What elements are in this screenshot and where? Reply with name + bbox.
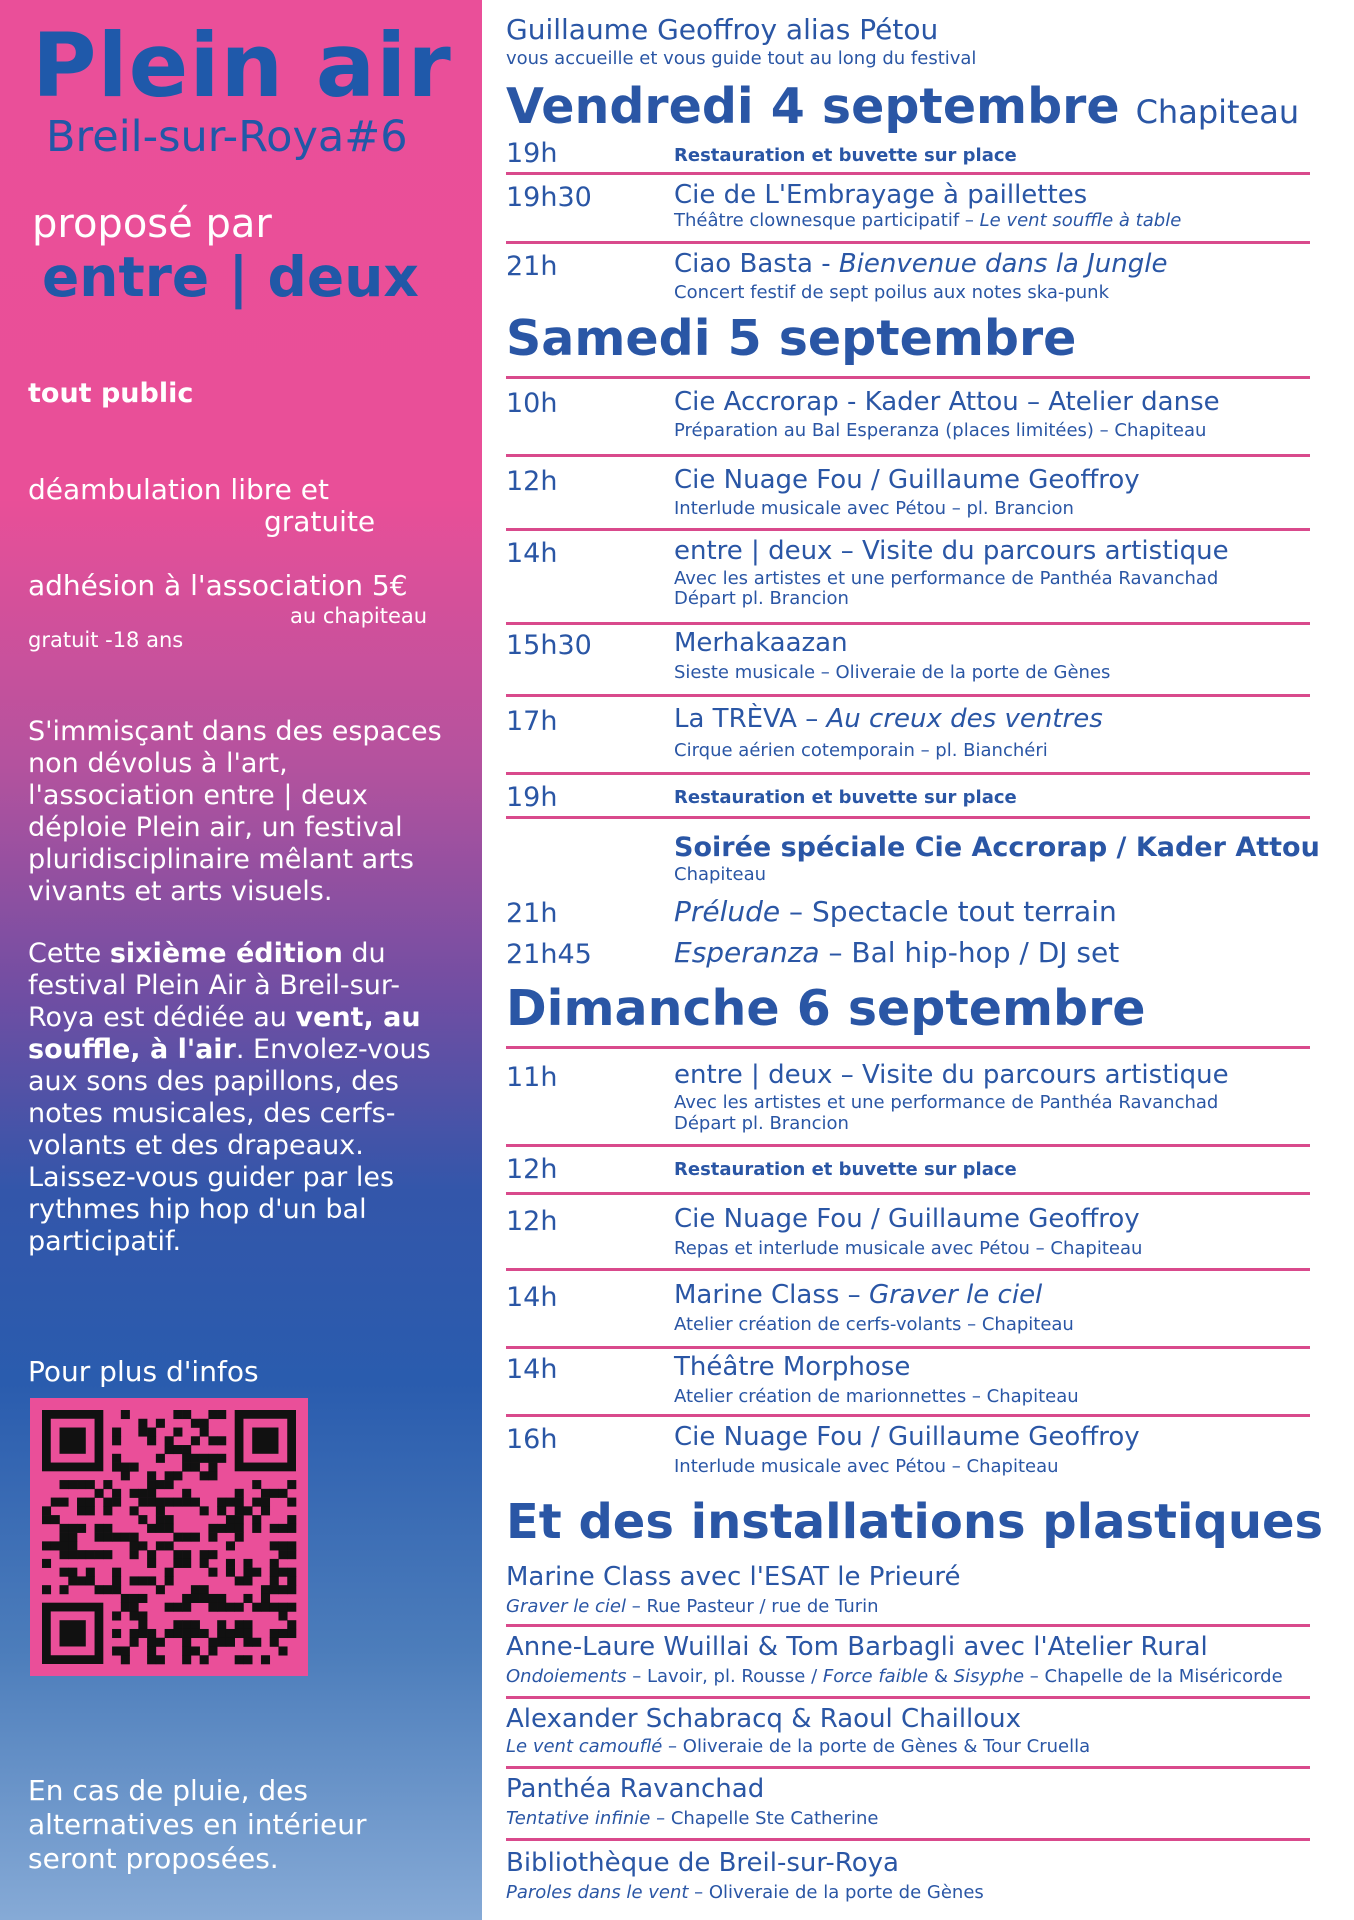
event-time: 19h30 <box>506 182 592 213</box>
divider <box>506 1192 1310 1195</box>
divider <box>506 772 1310 775</box>
divider <box>506 622 1310 625</box>
installation-name: Alexander Schabracq & Raoul Chailloux <box>506 1704 1022 1734</box>
divider <box>506 1696 1310 1699</box>
divider <box>506 528 1310 531</box>
walk-line2: gratuite <box>264 505 376 538</box>
event-sub: Théâtre clownesque participatif – Le vent souffle à table <box>674 210 1182 231</box>
divider <box>506 1346 1310 1349</box>
program-panel <box>482 0 1354 1920</box>
event-name: Cie Nuage Fou / Guillaume Geoffroy <box>674 1422 1140 1452</box>
membership: adhésion à l'association 5€ <box>28 569 408 602</box>
event-name: Marine Class – Graver le ciel <box>674 1280 1043 1310</box>
event-name: Esperanza – Bal hip-hop / DJ set <box>674 936 1120 969</box>
event-name: entre | deux – Visite du parcours artistique <box>674 536 1229 566</box>
divider <box>506 1414 1310 1417</box>
event-time: 19h <box>506 782 558 813</box>
event-sub: Atelier création de cerfs-volants – Chapiteau <box>674 1314 1074 1335</box>
event-label: Restauration et buvette sur place <box>674 1159 1017 1180</box>
event-time: 14h <box>506 1282 558 1313</box>
proposed-by: proposé par <box>32 201 272 247</box>
divider <box>506 241 1310 244</box>
qr-code-icon[interactable] <box>30 1398 308 1676</box>
event-time: 10h <box>506 388 558 419</box>
divider <box>506 1838 1310 1841</box>
event-sub: Concert festif de sept poilus aux notes ska-punk <box>674 282 1110 303</box>
event-time: 21h <box>506 898 558 929</box>
divider <box>506 172 1310 175</box>
edition-paragraph: Cette sixième édition du festival Plein Air à Breil-sur-Roya est dédiée au vent, au souffle, à l'air. Envolez-vous aux sons des papillons, des notes musicales, des cerfs-volants et des drapeaux. Laissez-vous guider par les rythmes hip hop d'un bal participatif. <box>28 938 431 1257</box>
event-name: Cie Accrorap - Kader Attou – Atelier danse <box>674 387 1220 417</box>
special-evening-location: Chapiteau <box>674 864 767 885</box>
event-sub: Sieste musicale – Oliveraie de la porte de Gènes <box>674 662 1111 683</box>
installation-name: Bibliothèque de Breil-sur-Roya <box>506 1848 899 1878</box>
divider <box>506 694 1310 697</box>
event-time: 12h <box>506 1154 558 1185</box>
free-under-18: gratuit -18 ans <box>28 628 184 652</box>
day-heading-sunday: Dimanche 6 septembre <box>506 980 1146 1037</box>
divider <box>506 1144 1310 1147</box>
host-subline: vous accueille et vous guide tout au long du festival <box>506 48 977 69</box>
friday-location: Chapiteau <box>1135 93 1300 131</box>
event-time: 21h <box>506 251 558 282</box>
walk-line1: déambulation libre et <box>28 473 329 506</box>
installations-heading: Et des installations plastiques <box>506 1494 1324 1550</box>
event-sub: Départ pl. Brancion <box>674 588 849 609</box>
organizer-name: entre | deux <box>42 245 419 309</box>
membership-where: au chapiteau <box>290 604 428 628</box>
event-label: Restauration et buvette sur place <box>674 787 1017 808</box>
divider <box>506 1268 1310 1271</box>
event-sub: Avec les artistes et une performance de Panthéa Ravanchad <box>674 568 1219 589</box>
event-time: 12h <box>506 1206 558 1237</box>
event-sub: Cirque aérien cotemporain – pl. Bianchéri <box>674 740 1048 761</box>
rain-notice: En cas de pluie, des alternatives en intérieur seront proposées. <box>28 1774 367 1875</box>
event-name: Cie Nuage Fou / Guillaume Geoffroy <box>674 1204 1140 1234</box>
event-name: La TRÈVA – Au creux des ventres <box>674 704 1103 734</box>
event-time: 11h <box>506 1062 558 1093</box>
event-name: entre | deux – Visite du parcours artistique <box>674 1060 1229 1090</box>
event-sub: Atelier création de marionnettes – Chapiteau <box>674 1386 1079 1407</box>
installation-sub: Ondoiements – Lavoir, pl. Rousse / Force faible & Sisyphe – Chapelle de la Miséricorde <box>506 1666 1283 1687</box>
divider <box>506 454 1310 457</box>
day-heading-friday: Vendredi 4 septembre Chapiteau <box>506 78 1300 135</box>
intro-paragraph: S'immisçant dans des espaces non dévolus à l'art, l'association entre | deux déploie Plein air, un festival pluridisciplinaire mêlant arts vivants et arts visuels. <box>28 716 442 907</box>
event-sub: Avec les artistes et une performance de Panthéa Ravanchad <box>674 1092 1219 1113</box>
festival-subtitle: Breil-sur-Roya#6 <box>46 112 408 162</box>
event-time: 19h <box>506 138 558 169</box>
special-evening-title: Soirée spéciale Cie Accrorap / Kader Attou <box>674 832 1320 863</box>
day-heading-saturday: Samedi 5 septembre <box>506 310 1077 367</box>
festival-title: Plein air <box>32 14 452 117</box>
event-time: 14h <box>506 1354 558 1385</box>
event-sub: Repas et interlude musicale avec Pétou – Chapiteau <box>674 1238 1143 1259</box>
event-time: 14h <box>506 538 558 569</box>
divider <box>506 376 1310 379</box>
installation-name: Panthéa Ravanchad <box>506 1774 765 1804</box>
event-name: Prélude – Spectacle tout terrain <box>674 895 1117 928</box>
event-time: 21h45 <box>506 939 592 970</box>
event-name: Cie de L'Embrayage à paillettes <box>674 180 1088 210</box>
installation-sub: Le vent camouflé – Oliveraie de la porte de Gènes & Tour Cruella <box>506 1736 1091 1757</box>
installation-name: Anne-Laure Wuillai & Tom Barbagli avec l'Atelier Rural <box>506 1632 1208 1662</box>
event-sub: Interlude musicale avec Pétou – Chapiteau <box>674 1456 1059 1477</box>
event-time: 12h <box>506 466 558 497</box>
audience: tout public <box>28 378 194 409</box>
event-time: 15h30 <box>506 630 592 661</box>
event-sub: Interlude musicale avec Pétou – pl. Brancion <box>674 498 1074 519</box>
divider <box>506 1766 1310 1769</box>
event-label: Restauration et buvette sur place <box>674 145 1017 166</box>
divider <box>506 1046 1310 1049</box>
qr-code-graphic <box>30 1398 308 1676</box>
more-info: Pour plus d'infos <box>28 1355 259 1388</box>
event-name: Ciao Basta - Bienvenue dans la Jungle <box>674 249 1168 279</box>
left-panel <box>0 0 482 1920</box>
event-sub: Préparation au Bal Esperanza (places limitées) – Chapiteau <box>674 420 1207 441</box>
event-time: 16h <box>506 1424 558 1455</box>
installation-sub: Graver le ciel – Rue Pasteur / rue de Turin <box>506 1596 879 1617</box>
event-sub: Départ pl. Brancion <box>674 1113 849 1134</box>
divider <box>506 816 1310 819</box>
installation-sub: Paroles dans le vent – Oliveraie de la porte de Gènes <box>506 1882 984 1903</box>
installation-name: Marine Class avec l'ESAT le Prieuré <box>506 1562 961 1592</box>
event-time: 17h <box>506 706 558 737</box>
event-name: Merhakaazan <box>674 628 848 658</box>
host-line: Guillaume Geoffroy alias Pétou <box>506 13 939 46</box>
event-name: Théâtre Morphose <box>674 1352 911 1382</box>
installation-sub: Tentative infinie – Chapelle Ste Catherine <box>506 1808 879 1829</box>
event-name: Cie Nuage Fou / Guillaume Geoffroy <box>674 465 1140 495</box>
divider <box>506 1624 1310 1627</box>
